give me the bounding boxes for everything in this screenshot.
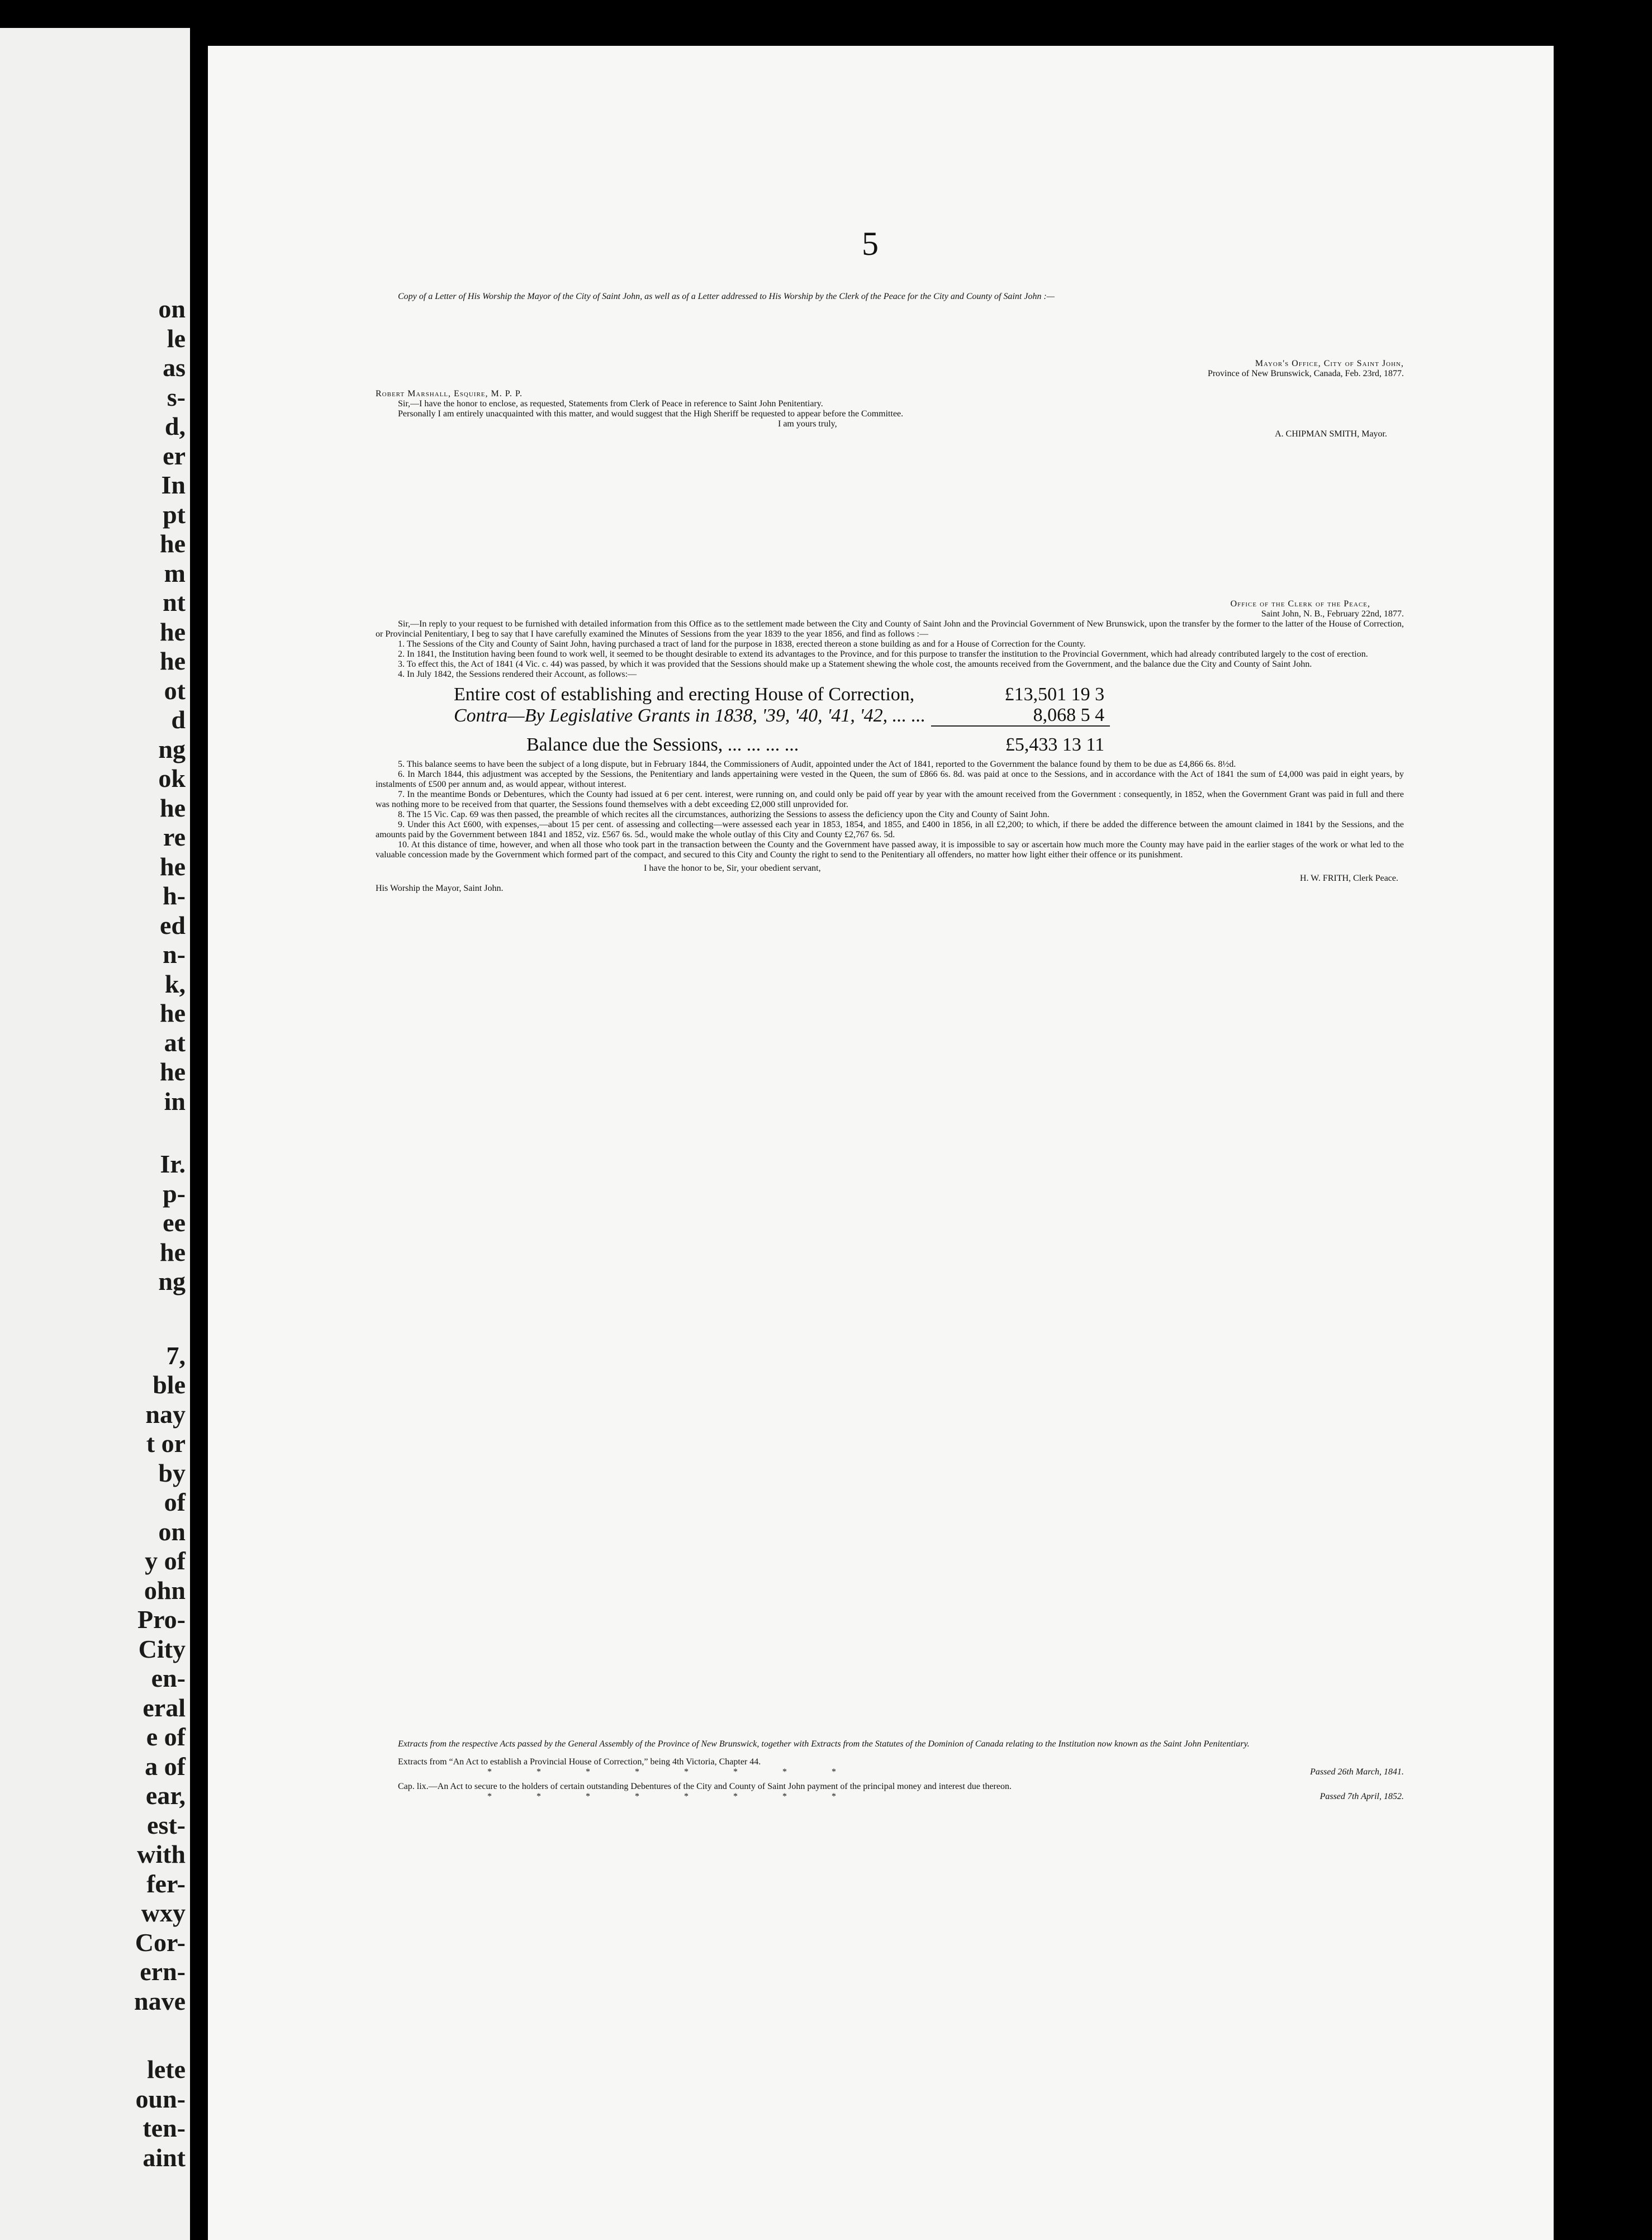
left-page-fragment: ed: [160, 910, 186, 939]
paragraph-9: 9. Under this Act £600, with expenses,—about 15 per cent. of assessing and collecting—were assessed each year in 1853, 1854, and 1855, and £400 in 1856, in all £2,200; to which, if there be added the difference between the amount claimed in 1841 by the Sessions, and the amounts paid by the Government between 1841 and 1852, viz. £567 6s. 5d., would make the whole outlay of this City and County £2,767 6s. 5d.: [376, 820, 1404, 839]
left-page-fragment: n-: [163, 940, 186, 969]
paragraph-8: 8. The 15 Vic. Cap. 69 was then passed, the preamble of which recites all the circumstances, authorizing the Sessions to assess the deficiency upon the City and County of Saint John.: [398, 810, 1050, 819]
left-page-fragment: he: [160, 617, 186, 646]
intro-heading-block: [376, 292, 1404, 302]
clerk-signature: H. W. FRITH, Clerk Peace.: [1300, 874, 1398, 883]
intro-heading: Copy of a Letter of His Worship the Mayor of the City of Saint John, as well as of a Letter addressed to His Worship by the Clerk of the Peace for the City and County of Saint John :—: [398, 292, 1055, 301]
left-page-fragment: ear,: [145, 1781, 186, 1810]
clerk-letter-intro: Sir,—In reply to your request to be furnished with detailed information from this Office as to the settlement made between the City and County of Saint John and the Provincial Government of New Brunswick, upon the transfer by the former to the latter of the House of Correction, or Provincial Penitentiary, I beg to say that I have carefully examined the Minutes of Sessions from the year 1839 to the year 1856, and find as follows :—: [376, 619, 1404, 639]
mayor-signature: A. CHIPMAN SMITH, Mayor.: [1275, 429, 1387, 439]
clerk-letter-closing: I have the honor to be, Sir, your obedient servant,: [644, 863, 821, 873]
left-page-fragment: le: [167, 324, 186, 353]
left-page-fragment: Ir.: [160, 1150, 186, 1178]
extracts-section: [376, 1739, 1404, 1802]
left-page-fragment: ng: [158, 734, 186, 763]
left-page-fragment: as: [163, 353, 186, 382]
left-page-fragment: at: [164, 1028, 186, 1057]
left-page-fragment: e of: [146, 1722, 186, 1751]
omission-stars: * * * * * * * *: [487, 1792, 857, 1801]
left-page-fragment: y of: [145, 1546, 186, 1575]
left-page-fragment: lete: [147, 2055, 186, 2084]
account-label: Entire cost of establishing and erecting House of Correction,: [454, 684, 915, 705]
left-page-fragment: Cor-: [135, 1928, 186, 1957]
account-row: [448, 684, 1110, 705]
account-amount: £5,433 13 11: [931, 726, 1110, 755]
mayor-letter-date: Province of New Brunswick, Canada, Feb. 23rd, 1877.: [1207, 369, 1404, 378]
mayor-letter: [376, 359, 1404, 439]
left-page-fragment: in: [164, 1086, 186, 1116]
left-page-fragment: 7,: [166, 1341, 186, 1370]
left-page-fragment: est-: [147, 1810, 186, 1839]
clerk-office: Office of the Clerk of the Peace,: [1230, 599, 1370, 609]
left-page-fragment: he: [160, 1237, 186, 1266]
left-page-fragment: d: [171, 705, 186, 734]
mayor-letter-addressee: Robert Marshall, Esquire, M. P. P.: [376, 389, 523, 398]
left-page-fragment: re: [163, 823, 186, 851]
left-page-fragment: ng: [158, 1267, 186, 1295]
left-page-fragment: on: [158, 295, 186, 323]
left-page-fragment: on: [158, 1517, 186, 1546]
paragraph-2: 2. In 1841, the Institution having been found to work well, it seemed to be thought desirable to extend its advantages to the Province, and for this purpose to transfer the institution to the Provincial Government, which had already contributed largely to the cost of erection.: [398, 649, 1368, 659]
clerk-letter: [376, 599, 1404, 894]
left-page-fragment: p-: [163, 1179, 186, 1208]
left-page-fragment: ot: [164, 676, 186, 705]
left-page-fragment: he: [160, 1057, 186, 1086]
left-page-fragment: t or: [146, 1429, 186, 1458]
account-amount: 8,068 5 4: [1033, 705, 1105, 725]
left-page-fragment: d,: [164, 412, 186, 440]
account-table: [448, 684, 1110, 755]
paragraph-5: 5. This balance seems to have been the subject of a long dispute, but in February 1844, the Commissioners of Audit, appointed under the Act of 1841, reported to the Government the balance found by them to be due as £4,866 6s. 8½d.: [398, 760, 1236, 769]
paragraph-10: 10. At this distance of time, however, and when all those who took part in the transaction between the County and the Government have passed away, it is impossible to say or ascertain how much more the County may have paid in the earlier stages of the work or what led to the valuable concession made by the Government which formed part of the compact, and secured to this City and County the right to send to the Penitentiary all offenders, no matter how light either their offence or its punishment.: [376, 840, 1404, 860]
clerk-letter-date: Saint John, N. B., February 22nd, 1877.: [1261, 609, 1404, 619]
left-page-fragment: m: [164, 558, 186, 587]
omission-stars: * * * * * * * *: [487, 1767, 857, 1777]
account-label: Balance due the Sessions, ... ... ... ...: [526, 734, 799, 755]
left-page-fragment: he: [160, 852, 186, 881]
mayor-letter-body-2: Personally I am entirely unacquainted with this matter, and would suggest that the High Sheriff be requested to appear before the Committee.: [398, 409, 904, 419]
left-page-fragment: er: [163, 441, 186, 470]
paragraph-1: 1. The Sessions of the City and County of Saint John, having purchased a tract of land for the purpose in 1838, erected thereon a stone building as and for a House of Correction for the County.: [398, 639, 1086, 649]
extract-act-2-footer: [376, 1792, 1404, 1802]
left-page-fragment: s-: [167, 382, 186, 411]
left-page-fragment: eral: [143, 1693, 186, 1722]
left-page-fragment: he: [160, 999, 186, 1027]
left-page-fragment: ern-: [140, 1957, 186, 1986]
left-page-fragment: aint: [143, 2143, 186, 2172]
left-page-fragment: wxy: [141, 1899, 186, 1927]
extract-act-2: Cap. lix.—An Act to secure to the holders of certain outstanding Debentures of the City and County of Saint John payment of the principal money and interest due thereon.: [398, 1782, 1012, 1791]
mayor-letter-body-1: Sir,—I have the honor to enclose, as requested, Statements from Clerk of Peace in reference to Saint John Penitentiary.: [398, 399, 823, 409]
mayor-letter-closing: I am yours truly,: [778, 419, 837, 429]
left-page-fragment: a of: [145, 1752, 186, 1781]
extract-act-1: Extracts from “An Act to establish a Provincial House of Correction,” being 4th Victoria, Chapter 44.: [398, 1757, 761, 1767]
left-page-fragment: of: [164, 1488, 186, 1516]
mayor-office: Mayor's Office, City of Saint John,: [1255, 359, 1404, 368]
paragraph-6: 6. In March 1844, this adjustment was accepted by the Sessions, the Penitentiary and lands appertaining were vested in the Queen, the sum of £866 6s. 8d. was paid at once to the Sessions, and in accordance with the Act of 1841 the sum of £4,000 was paid in eight years, by instalments of £500 per annum and, as would appear, without interest.: [376, 770, 1404, 789]
left-page-fragment: with: [137, 1840, 186, 1868]
account-row: [448, 726, 1110, 755]
left-page-fragment: City: [138, 1634, 186, 1663]
clerk-letter-addressee: His Worship the Mayor, Saint John.: [376, 884, 504, 893]
left-page-fragment: nave: [134, 1986, 186, 2015]
left-page-fragment: by: [158, 1458, 186, 1487]
left-page-fragment: In: [161, 471, 186, 499]
left-page-fragment: Pro-: [137, 1605, 186, 1634]
left-page-fragment: pt: [163, 500, 186, 529]
paragraph-4: 4. In July 1842, the Sessions rendered their Account, as follows:—: [398, 670, 637, 679]
left-page-fragment: ohn: [144, 1575, 186, 1605]
extract-act-2-passed: Passed 7th April, 1852.: [1319, 1792, 1404, 1801]
left-page-fragment: k,: [164, 969, 186, 998]
extracts-heading: Extracts from the respective Acts passed by the General Assembly of the Province of New Brunswick, together with Extracts from the Statutes of the Dominion of Canada relating to the Institution now known as the Saint John Penitentiary.: [398, 1739, 1250, 1749]
left-page-edge: [0, 28, 190, 2240]
document-page: [208, 46, 1554, 2240]
page-number: 5: [862, 225, 879, 262]
paragraph-3: 3. To effect this, the Act of 1841 (4 Vic. c. 44) was passed, by which it was provided that the Sessions should make up a Statement shewing the whole cost, the amounts received from the Government, and the balance due the City and County of Saint John.: [398, 659, 1312, 669]
extract-act-1-footer: [376, 1767, 1404, 1777]
left-page-fragment: fer-: [146, 1869, 186, 1898]
left-page-fragment: he: [160, 793, 186, 822]
left-page-fragment: nt: [163, 588, 186, 616]
paragraph-7: 7. In the meantime Bonds or Debentures, which the County had issued at 6 per cent. interest, were running on, and could only be paid off year by year with the amount received from the Government : consequently, in 1852, when the Government Grant was paid in full and there was nothing more to be received from that quarter, the Sessions found themselves with a debt exceeding £2,000 still unprovided for.: [376, 790, 1404, 809]
left-page-fragment: nay: [145, 1399, 186, 1429]
left-page-fragment: he: [160, 529, 186, 558]
left-page-fragment: he: [160, 647, 186, 675]
left-page-fragment: ble: [153, 1370, 186, 1399]
left-page-fragment: oun-: [135, 2084, 186, 2113]
account-amount: £13,501 19 3: [1004, 684, 1105, 705]
account-row: [448, 705, 1110, 726]
left-page-fragment: en-: [151, 1664, 186, 1692]
left-page-fragment: ee: [163, 1208, 186, 1237]
left-page-fragment: h-: [163, 881, 186, 910]
left-page-fragment: ok: [158, 764, 186, 792]
account-label: Contra—By Legislative Grants in 1838, '39, '40, '41, '42, ... ...: [454, 705, 926, 726]
extract-act-1-passed: Passed 26th March, 1841.: [1310, 1767, 1404, 1777]
left-page-fragment: ten-: [143, 2114, 186, 2142]
